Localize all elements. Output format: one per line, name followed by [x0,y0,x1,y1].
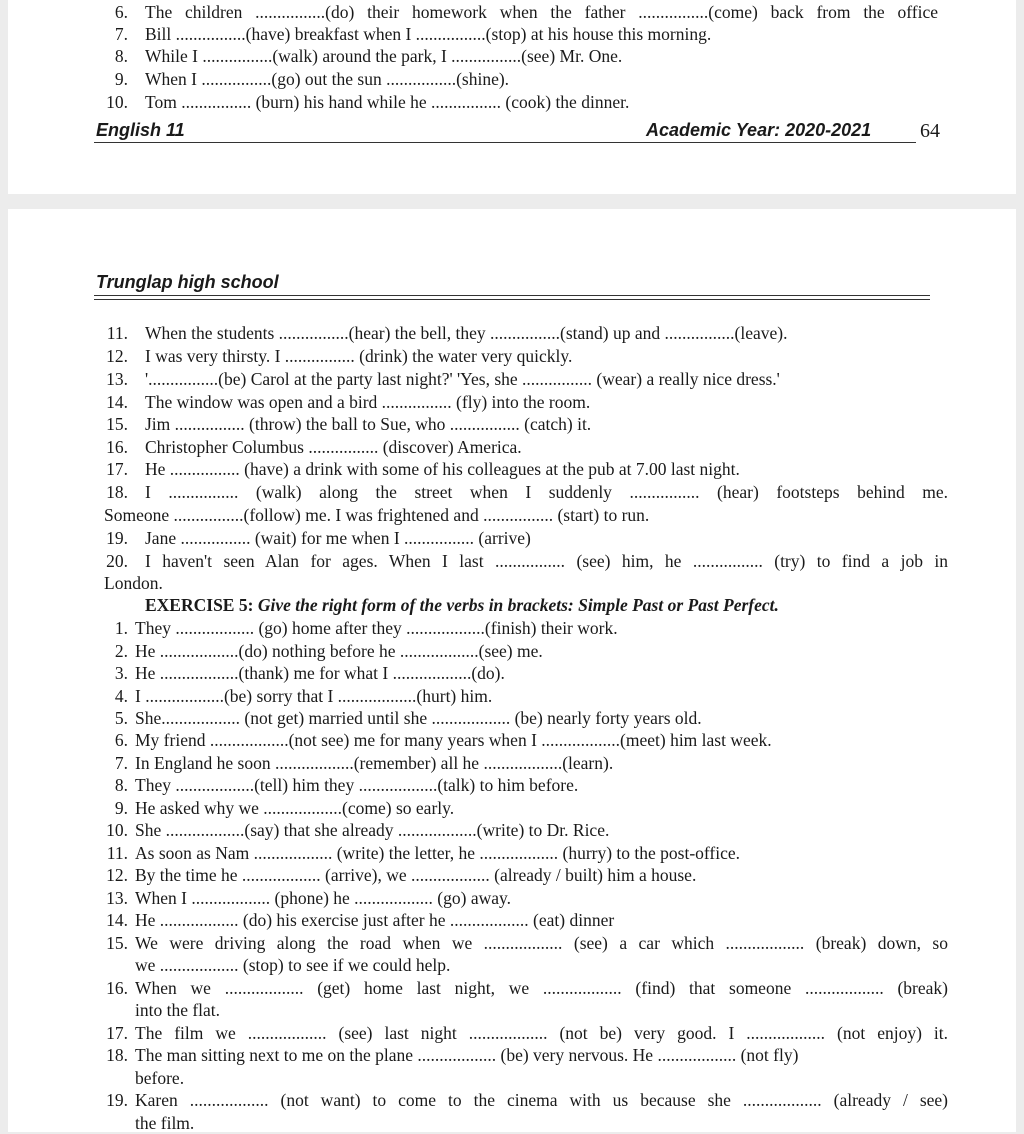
item-number: 8. [114,775,128,795]
item-number: 6. [114,730,128,750]
exercise-line: She ..................(say) that she already ..................(write) to Dr. Rice. [135,820,610,840]
exercise-line: Christopher Columbus ................ (discover) America. [145,437,522,457]
item-number: 12. [106,346,128,366]
exercise-line: He asked why we ..................(come) so early. [135,798,455,818]
item-number: 9. [114,798,128,818]
previous-page [8,0,1016,194]
footer-course-title: English 11 [96,120,185,140]
item-number: 1. [114,618,128,638]
exercise-line: When I .................. (phone) he .................. (go) away. [135,888,511,908]
exercise-line: She.................. (not get) married until she .................. (be) nearly forty years old. [135,708,702,728]
exercise-line: I was very thirsty. I ................ (drink) the water very quickly. [145,346,573,366]
exercise-line: They ..................(tell) him they ..................(talk) to him before. [135,775,579,795]
item-number: 4. [114,686,128,706]
exercise-line: He ..................(do) nothing before he ..................(see) me. [135,641,543,661]
item-number: 18. [106,482,128,502]
exercise-line: Jane ................ (wait) for me when I ................ (arrive) [145,528,531,548]
exercise-line: I haven't seen Alan for ages. When I last ................ (see) him, he ................ (try) to find a job in [145,551,948,571]
exercise-line: before. [135,1068,185,1088]
exercise-line: They .................. (go) home after they ..................(finish) their work. [135,618,618,638]
exercise-line: I ..................(be) sorry that I ..................(hurt) him. [135,686,493,706]
exercise-line: By the time he .................. (arrive), we .................. (already / built) him a house. [135,865,697,885]
exercise-line: London. [104,573,163,593]
exercise-label: EXERCISE 5: [145,595,254,615]
item-number: 11. [106,843,128,863]
exercise-line: The children ................(do) their homework when the father ................(come) back from the office [145,2,938,22]
item-number: 13. [106,369,128,389]
item-number: 11. [106,323,128,343]
exercise-line: When we .................. (get) home last night, we .................. (find) that someone .................. (break) [135,978,948,998]
item-number: 20. [106,551,128,571]
exercise-line: He ..................(thank) me for what I ..................(do). [135,663,505,683]
exercise-line: Tom ................ (burn) his hand while he ................ (cook) the dinner. [145,92,630,112]
item-number: 5. [114,708,128,728]
exercise-5-title [145,594,779,616]
item-number: 9. [114,69,128,89]
exercise-line: While I ................(walk) around the park, I ................(see) Mr. One. [145,46,623,66]
item-number: 3. [114,663,128,683]
exercise-line: He ................ (have) a drink with some of his colleagues at the pub at 7.00 last night. [145,459,740,479]
item-number: 19. [106,528,128,548]
exercise-line: When the students ................(hear) the bell, they ................(stand) up and ................(leave). [145,323,788,343]
current-page [8,209,1016,1132]
item-number: 2. [114,641,128,661]
item-number: 17. [106,1023,128,1043]
exercise-instruction: Give the right form of the verbs in brackets: Simple Past or Past Perfect. [257,595,779,615]
page-number: 64 [920,120,940,142]
item-number: 12. [106,865,128,885]
item-number: 16. [106,978,128,998]
item-number: 15. [106,933,128,953]
header-double-rule [94,295,930,300]
exercise-line: we .................. (stop) to see if we could help. [135,955,451,975]
item-number: 18. [106,1045,128,1065]
exercise-line: the film. [135,1113,195,1133]
exercise-line: Bill ................(have) breakfast when I ................(stop) at his house this morning. [145,24,712,44]
exercise-line: Jim ................ (throw) the ball to Sue, who ................ (catch) it. [145,414,592,434]
exercise-line: Karen .................. (not want) to come to the cinema with us because she .................. (already / see) [135,1090,948,1110]
item-number: 14. [106,910,128,930]
item-number: 7. [114,753,128,773]
item-number: 13. [106,888,128,908]
exercise-line: into the flat. [135,1000,221,1020]
exercise-line: The film we .................. (see) last night .................. (not be) very good. I .................. (not enjoy) it. [135,1023,948,1043]
exercise-line: I ................ (walk) along the street when I suddenly ................ (hear) footsteps behind me. [145,482,948,502]
item-number: 15. [106,414,128,434]
footer-rule [94,142,916,143]
footer-academic-year: Academic Year: 2020-2021 [646,120,872,140]
item-number: 14. [106,392,128,412]
exercise-line: The man sitting next to me on the plane .................. (be) very nervous. He .................. (not fly) [135,1045,799,1065]
exercise-line: We were driving along the road when we .................. (see) a car which .................. (break) down, so [135,933,948,953]
item-number: 16. [106,437,128,457]
exercise-line: The window was open and a bird ................ (fly) into the room. [145,392,591,412]
exercise-line: In England he soon ..................(remember) all he ..................(learn). [135,753,614,773]
exercise-line: My friend ..................(not see) me for many years when I ..................(meet) him last week. [135,730,772,750]
item-number: 10. [106,92,128,112]
item-number: 8. [114,46,128,66]
exercise-line: When I ................(go) out the sun ................(shine). [145,69,510,89]
exercise-line: He .................. (do) his exercise just after he .................. (eat) dinner [135,910,615,930]
exercise-line: '................(be) Carol at the party last night?' 'Yes, she ................ (wear) a really nice dress.' [145,369,780,389]
exercise-line: As soon as Nam .................. (write) the letter, he .................. (hurry) to the post-office. [135,843,741,863]
item-number: 6. [114,2,128,22]
item-number: 7. [114,24,128,44]
item-number: 19. [106,1090,128,1110]
item-number: 10. [106,820,128,840]
page-header-school: Trunglap high school [96,272,279,292]
item-number: 17. [106,459,128,479]
exercise-line: Someone ................(follow) me. I was frightened and ................ (start) to run. [104,505,650,525]
